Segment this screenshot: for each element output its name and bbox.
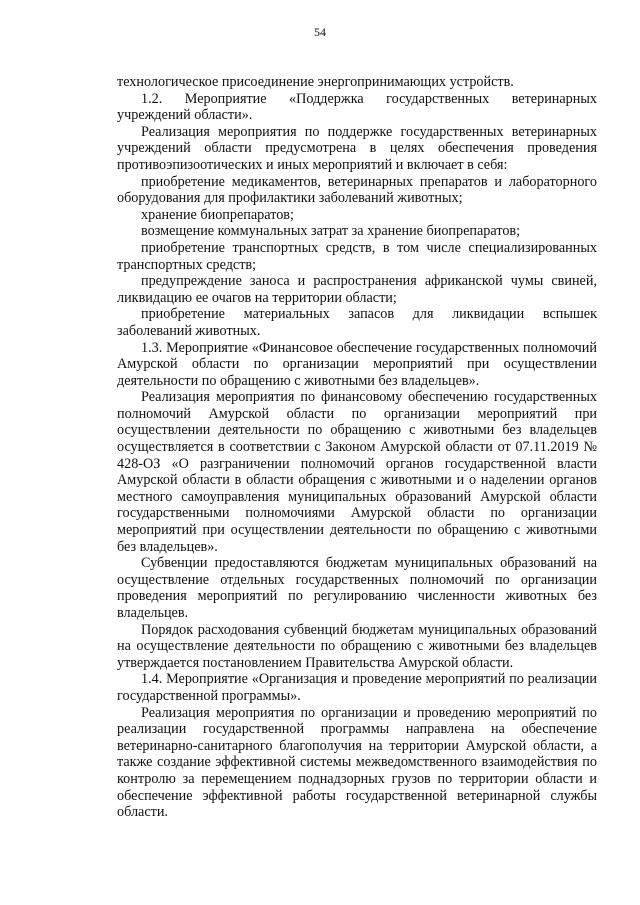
paragraph-continuation: технологическое присоединение энергопринимающих устройств. [117, 74, 514, 90]
list-item-storage: хранение биопрепаратов; [141, 206, 294, 223]
document-body [117, 74, 597, 821]
paragraph-vet-support: Реализация мероприятия по поддержке государственных ветеринарных учреждений области предусмотрена в целях обеспечения проведения противоэпизоотических и иных мероприятий и включает в себя: [117, 123, 597, 173]
section-heading-1-3: 1.3. Мероприятие «Финансовое обеспечение государственных полномочий Амурской области по организации мероприятий при осуществлении деятельности по обращению с животными без владельцев». [117, 339, 597, 389]
paragraph-program-implementation: Реализация мероприятия по организации и проведению мероприятий по реализации государственной программы направлена на обеспечение ветеринарно-санитарного благополучия на территории Амурской области, а также создание эффективной системы межведомственного взаимодействия по контролю за перемещением поднадзорных грузов по территории области и обеспечение эффективной работы государственной ветеринарной службы области. [117, 704, 597, 821]
section-heading-1-4: 1.4. Мероприятие «Организация и проведение мероприятий по реализации государственной программы». [117, 671, 597, 704]
paragraph-subventions: Субвенции предоставляются бюджетам муниципальных образований на осуществление отдельных государственных полномочий по организации проведения мероприятий по регулированию численности животных без владельцев. [117, 555, 597, 621]
section-heading-1-2: 1.2. Мероприятие «Поддержка государственных ветеринарных учреждений области». [117, 90, 597, 124]
list-item-transport: приобретение транспортных средств, в том числе специализированных транспортных средств; [117, 239, 597, 273]
list-item-asf-prevention: предупреждение заноса и распространения африканской чумы свиней, ликвидацию ее очагов на территории области; [117, 273, 597, 306]
list-item-medicines: приобретение медикаментов, ветеринарных препаратов и лабораторного оборудования для профилактики заболеваний животных; [117, 173, 597, 207]
list-item-utilities: возмещение коммунальных затрат за хранение биопрепаратов; [141, 223, 521, 240]
list-item-material-stocks: приобретение материальных запасов для ликвидации вспышек заболеваний животных. [117, 306, 597, 339]
paragraph-subvention-procedure: Порядок расходования субвенций бюджетам муниципальных образований на осуществление деятельности по обращению с животными без владельцев утверждается постановлением Правительства Амурской области. [117, 621, 597, 671]
page-number: 54 [314, 25, 326, 39]
paragraph-financial-support: Реализация мероприятия по финансовому обеспечению государственных полномочий Амурской области по организации мероприятий при осуществлении деятельности по обращению с животными без владельцев осуществляется в соответствии с Законом Амурской области от 07.11.2019 № 428-ОЗ «О разграничении полномочий органов государственной власти Амурской области в области обращения с животными и о наделении органов местного самоуправления муниципальных образований Амурской области государственными полномочиями Амурской области по организации мероприятий при осуществлении деятельности по обращению с животными без владельцев». [117, 389, 597, 555]
